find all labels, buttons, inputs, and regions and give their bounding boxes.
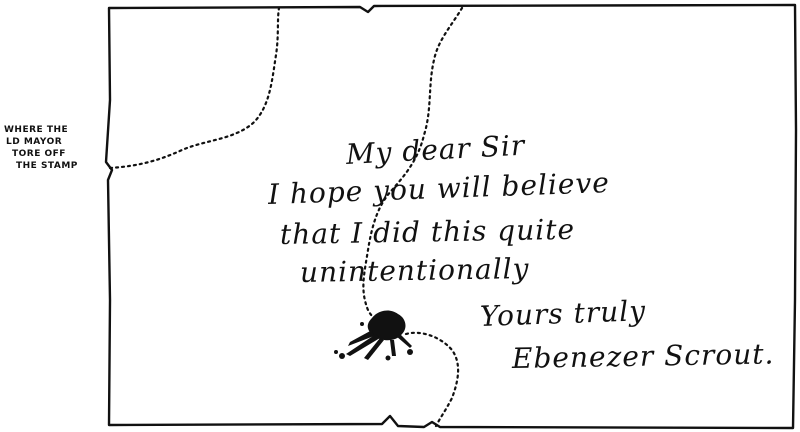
letter-salutation: My dear Sir: [345, 128, 527, 171]
letter-body-line: I hope you will believe: [267, 166, 611, 211]
letter-signature: Ebenezer Scrout.: [511, 337, 775, 375]
torn-stamp-line: [110, 8, 279, 168]
annotation-line: THE STAMP: [16, 161, 78, 171]
letter-body-line: unintentionally: [299, 251, 530, 289]
letter-closing: Yours truly: [479, 294, 647, 333]
annotation-line: TORE OFF: [12, 149, 66, 159]
ink-blot: [334, 311, 413, 361]
annotation-line: LD MAYOR: [6, 137, 63, 147]
annotation-line: WHERE THE: [4, 125, 69, 135]
dotted-fold-line-lower: [406, 333, 458, 426]
letter-body-line: that I did this quite: [279, 212, 576, 251]
stamp-annotation: [4, 124, 104, 172]
